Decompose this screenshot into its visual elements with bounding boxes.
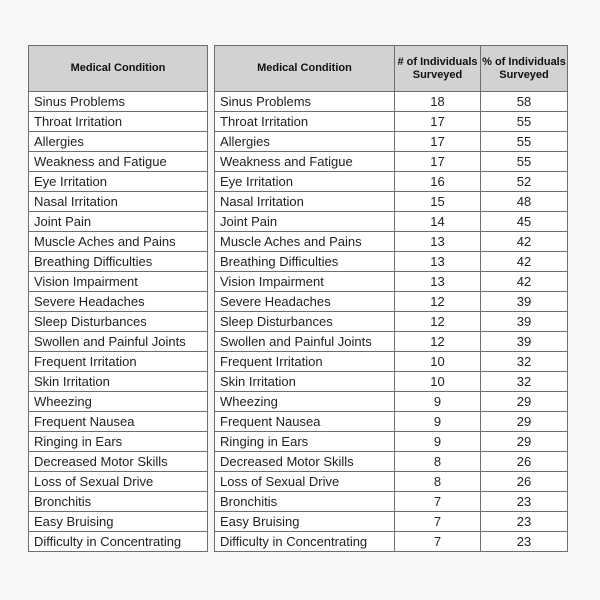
percent-cell: 29: [481, 412, 568, 432]
table-row: [29, 472, 208, 492]
percent-cell: 52: [481, 172, 568, 192]
condition-cell: Swollen and Painful Joints: [215, 332, 395, 352]
table-row: [29, 332, 208, 352]
table-row: [215, 432, 568, 452]
count-cell: 13: [395, 232, 481, 252]
header-percent-surveyed: % of Individuals Surveyed: [481, 46, 568, 92]
percent-cell: 29: [481, 432, 568, 452]
table-row: [215, 452, 568, 472]
table-row: [29, 192, 208, 212]
condition-cell: Muscle Aches and Pains: [29, 232, 208, 252]
condition-cell: Eye Irritation: [29, 172, 208, 192]
condition-cell: Bronchitis: [215, 492, 395, 512]
percent-cell: 39: [481, 312, 568, 332]
count-cell: 17: [395, 152, 481, 172]
percent-cell: 32: [481, 352, 568, 372]
table-row: [215, 292, 568, 312]
condition-cell: Throat Irritation: [29, 112, 208, 132]
condition-cell: Difficulty in Concentrating: [215, 532, 395, 552]
right-survey-table: [214, 45, 568, 552]
table-row: [215, 112, 568, 132]
condition-cell: Frequent Nausea: [215, 412, 395, 432]
table-row: [29, 312, 208, 332]
table-row: [29, 272, 208, 292]
condition-cell: Sleep Disturbances: [29, 312, 208, 332]
table-row: [29, 532, 208, 552]
condition-cell: Weakness and Fatigue: [29, 152, 208, 172]
count-cell: 13: [395, 252, 481, 272]
condition-cell: Skin Irritation: [215, 372, 395, 392]
percent-cell: 55: [481, 152, 568, 172]
percent-cell: 55: [481, 112, 568, 132]
percent-cell: 26: [481, 472, 568, 492]
condition-cell: Loss of Sexual Drive: [29, 472, 208, 492]
table-row: [29, 432, 208, 452]
percent-cell: 58: [481, 92, 568, 112]
count-cell: 12: [395, 332, 481, 352]
table-row: [215, 272, 568, 292]
table-row: [215, 252, 568, 272]
table-row: [29, 352, 208, 372]
count-cell: 9: [395, 412, 481, 432]
count-cell: 10: [395, 372, 481, 392]
percent-cell: 39: [481, 332, 568, 352]
count-cell: 7: [395, 512, 481, 532]
table-row: [29, 132, 208, 152]
table-row: [29, 172, 208, 192]
condition-cell: Vision Impairment: [29, 272, 208, 292]
condition-cell: Ringing in Ears: [215, 432, 395, 452]
condition-cell: Allergies: [29, 132, 208, 152]
table-row: [215, 372, 568, 392]
count-cell: 12: [395, 312, 481, 332]
table-row: [29, 232, 208, 252]
table-row: [29, 92, 208, 112]
count-cell: 7: [395, 492, 481, 512]
table-row: [215, 392, 568, 412]
condition-cell: Frequent Irritation: [215, 352, 395, 372]
condition-cell: Severe Headaches: [29, 292, 208, 312]
percent-cell: 23: [481, 492, 568, 512]
percent-cell: 42: [481, 272, 568, 292]
percent-cell: 23: [481, 532, 568, 552]
table-row: [215, 172, 568, 192]
table-row: [215, 532, 568, 552]
percent-cell: 55: [481, 132, 568, 152]
table-row: [215, 332, 568, 352]
header-count-surveyed: # of Individuals Surveyed: [395, 46, 481, 92]
table-row: [215, 312, 568, 332]
condition-cell: Easy Bruising: [29, 512, 208, 532]
table-row: [215, 152, 568, 172]
left-header-row: [29, 46, 208, 92]
tables-container: [28, 45, 568, 552]
table-row: [215, 212, 568, 232]
table-row: [29, 292, 208, 312]
table-row: [215, 352, 568, 372]
condition-cell: Breathing Difficulties: [215, 252, 395, 272]
table-row: [29, 212, 208, 232]
condition-cell: Breathing Difficulties: [29, 252, 208, 272]
table-row: [215, 232, 568, 252]
percent-cell: 29: [481, 392, 568, 412]
condition-cell: Decreased Motor Skills: [29, 452, 208, 472]
condition-cell: Skin Irritation: [29, 372, 208, 392]
condition-cell: Frequent Nausea: [29, 412, 208, 432]
table-row: [29, 252, 208, 272]
condition-cell: Decreased Motor Skills: [215, 452, 395, 472]
condition-cell: Loss of Sexual Drive: [215, 472, 395, 492]
condition-cell: Easy Bruising: [215, 512, 395, 532]
table-row: [29, 392, 208, 412]
percent-cell: 39: [481, 292, 568, 312]
count-cell: 7: [395, 532, 481, 552]
condition-cell: Severe Headaches: [215, 292, 395, 312]
condition-cell: Nasal Irritation: [215, 192, 395, 212]
count-cell: 17: [395, 132, 481, 152]
count-cell: 18: [395, 92, 481, 112]
condition-cell: Wheezing: [29, 392, 208, 412]
right-header-medical-condition: Medical Condition: [215, 46, 395, 92]
percent-cell: 48: [481, 192, 568, 212]
table-row: [29, 412, 208, 432]
condition-cell: Throat Irritation: [215, 112, 395, 132]
right-header-row: [215, 46, 568, 92]
condition-cell: Sleep Disturbances: [215, 312, 395, 332]
count-cell: 13: [395, 272, 481, 292]
table-row: [215, 92, 568, 112]
tables-row: [28, 45, 568, 552]
table-row: [215, 492, 568, 512]
count-cell: 8: [395, 452, 481, 472]
condition-cell: Joint Pain: [29, 212, 208, 232]
condition-cell: Swollen and Painful Joints: [29, 332, 208, 352]
left-header-medical-condition: Medical Condition: [29, 46, 208, 92]
table-row: [215, 192, 568, 212]
condition-cell: Wheezing: [215, 392, 395, 412]
table-row: [215, 412, 568, 432]
percent-cell: 26: [481, 452, 568, 472]
percent-cell: 45: [481, 212, 568, 232]
percent-cell: 23: [481, 512, 568, 532]
count-cell: 9: [395, 392, 481, 412]
count-cell: 9: [395, 432, 481, 452]
table-row: [29, 152, 208, 172]
condition-cell: Eye Irritation: [215, 172, 395, 192]
right-table-body: [215, 92, 568, 552]
condition-cell: Joint Pain: [215, 212, 395, 232]
condition-cell: Weakness and Fatigue: [215, 152, 395, 172]
percent-cell: 42: [481, 232, 568, 252]
table-row: [215, 132, 568, 152]
condition-cell: Ringing in Ears: [29, 432, 208, 452]
condition-cell: Sinus Problems: [215, 92, 395, 112]
left-table-body: [29, 92, 208, 552]
count-cell: 16: [395, 172, 481, 192]
count-cell: 10: [395, 352, 481, 372]
table-row: [29, 372, 208, 392]
count-cell: 12: [395, 292, 481, 312]
condition-cell: Nasal Irritation: [29, 192, 208, 212]
table-row: [29, 112, 208, 132]
count-cell: 14: [395, 212, 481, 232]
table-row: [29, 492, 208, 512]
condition-cell: Frequent Irritation: [29, 352, 208, 372]
condition-cell: Sinus Problems: [29, 92, 208, 112]
left-condition-table: [28, 45, 208, 552]
count-cell: 17: [395, 112, 481, 132]
condition-cell: Vision Impairment: [215, 272, 395, 292]
table-row: [215, 472, 568, 492]
condition-cell: Difficulty in Concentrating: [29, 532, 208, 552]
count-cell: 15: [395, 192, 481, 212]
condition-cell: Muscle Aches and Pains: [215, 232, 395, 252]
percent-cell: 32: [481, 372, 568, 392]
count-cell: 8: [395, 472, 481, 492]
table-row: [29, 452, 208, 472]
condition-cell: Allergies: [215, 132, 395, 152]
table-row: [215, 512, 568, 532]
condition-cell: Bronchitis: [29, 492, 208, 512]
table-row: [29, 512, 208, 532]
percent-cell: 42: [481, 252, 568, 272]
